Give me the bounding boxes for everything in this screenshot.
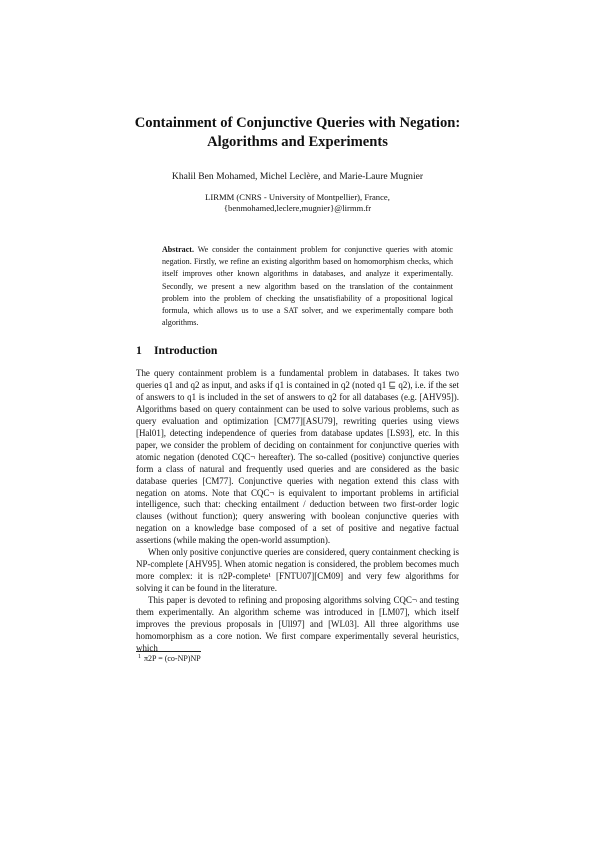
affiliation <box>60 192 535 215</box>
section-title: Introduction <box>154 344 218 357</box>
footnote-text: π2P = (co-NP)NP <box>144 654 201 663</box>
paragraph-3: This paper is devoted to refining and proposing algorithms solving CQC¬ and testing them experimentally. An algorithm scheme was introduced in [LM07], which itself improves the previous proposals in [Ull97] and [WL03]. All three algorithms use homomorphism as a core notion. We first compare experimentally several heuristics, which <box>136 595 459 653</box>
footnote-marker: 1 <box>138 654 141 660</box>
paragraph-2: When only positive conjunctive queries are considered, query containment checking is NP-complete [AHV95]. When atomic negation is considered, the problem becomes much more complex: it is π2P-complete¹ [FNTU07][CM09] and very few algorithms for solving it can be found in the literature. <box>136 547 459 594</box>
abstract-label: Abstract. <box>162 245 194 254</box>
affiliation-emails: {benmohamed,leclere,mugnier}@lirmm.fr <box>223 203 372 214</box>
abstract-text: We consider the containment problem for conjunctive queries with atomic negation. Firstly, we refine an existing algorithm based on homomorphism checks, which itself improves other known algorithms in databases, and analyze it experimentally. Secondly, we present a new algorithm based on the translation of the containment problem into the problem of checking the unsatisfiability of a propositional logical formula, which allows us to use a SAT solver, and we experimentally compare both algorithms. <box>162 245 453 328</box>
section-number: 1 <box>136 344 142 357</box>
paragraph-1: The query containment problem is a fundamental problem in databases. It takes two queries q1 and q2 as input, and asks if q1 is contained in q2 (noted q1 ⊑ q2), i.e. if the set of answers to q1 is included in the set of answers to q2 for all databases (e.g. [AHV95]). Algorithms based on query containment can be used to solve various problems, such as query evaluation and optimization [CM77][ASU79], rewriting queries using views [Hal01], detecting independence of queries from database updates [LS93], etc. In this paper, we consider the problem of deciding on containment for conjunctive queries with atomic negation (denoted CQC¬ hereafter). The so-called (positive) conjunctive queries form a class of natural and frequently used queries and are considered as the basic database queries [CM77]. Conjunctive queries with negation extend this class with negation on atoms. Note that CQC¬ is equivalent to important problems in artificial intelligence, such that: checking entailment / deduction between two first-order logic clauses (without function); query answering with boolean conjunctive queries with negation on a knowledge base composed of a set of positive and negative factual assertions (while making the open-world assumption). <box>136 368 459 546</box>
affiliation-institution: LIRMM (CNRS - University of Montpellier), France, <box>205 192 390 202</box>
section-heading <box>136 344 217 357</box>
paper-title: Containment of Conjunctive Queries with Negation: Algorithms and Experiments <box>134 115 461 150</box>
footnote-rule <box>136 651 201 652</box>
footnote <box>138 654 201 663</box>
abstract <box>162 244 453 329</box>
section-body <box>136 368 459 655</box>
paper-authors: Khalil Ben Mohamed, Michel Leclère, and Marie-Laure Mugnier <box>171 171 424 182</box>
